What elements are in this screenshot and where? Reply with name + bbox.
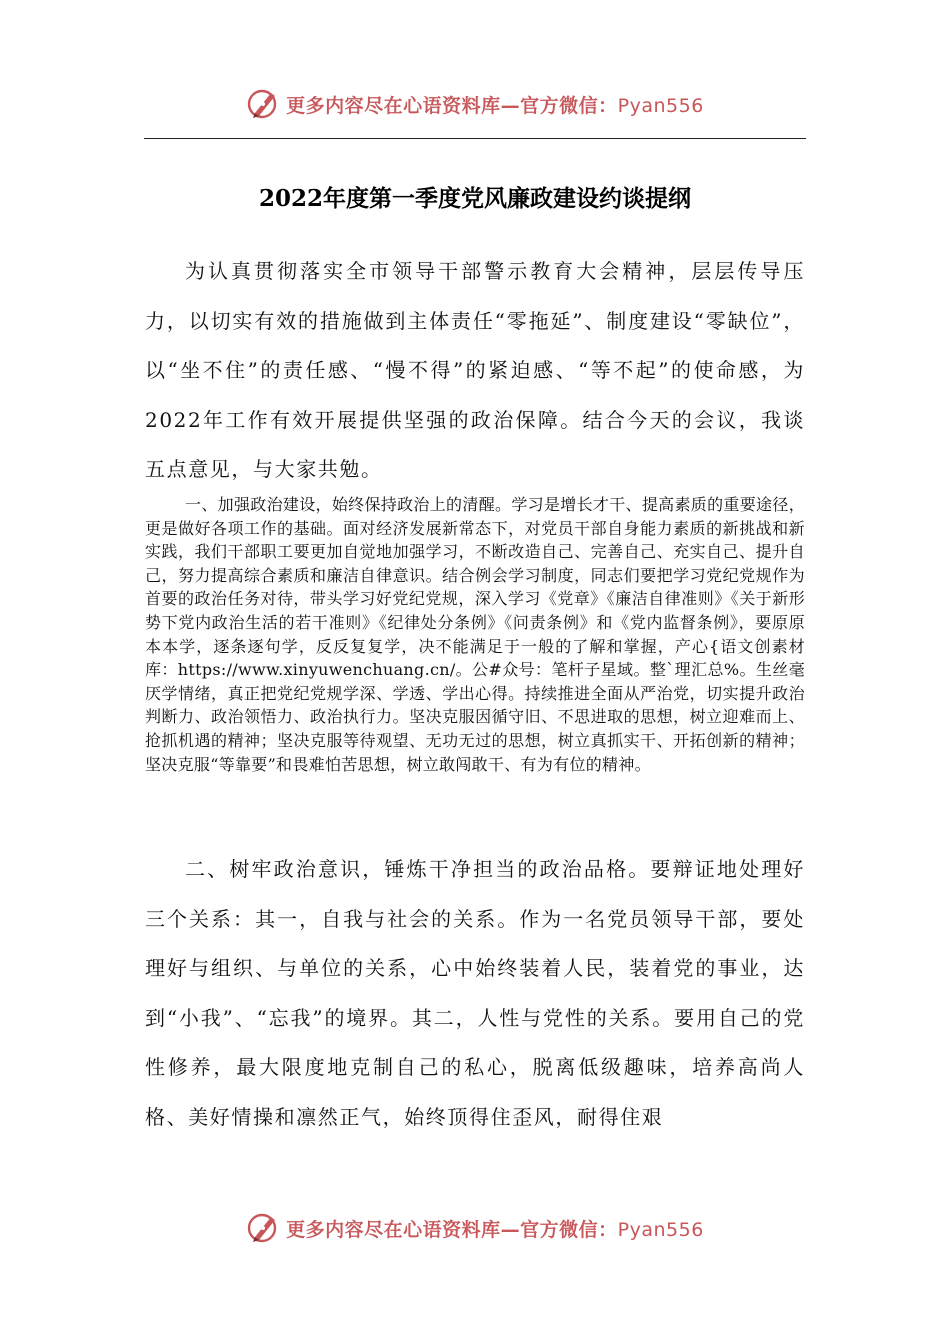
banner-text <box>286 1215 704 1242</box>
document-title: 2022年度第一季度党风廉政建设约谈提纲 <box>258 185 691 212</box>
banner-wechat-id: Pyan556 <box>617 94 704 117</box>
paragraph-intro: 为认真贯彻落实全市领导干部警示教育大会精神，层层传导压力，以切实有效的措施做到主体责任“零拖延”、制度建设“零缺位”，以“坐不住”的责任感、“慢不得”的紧迫感、“等不起”的使命感，为2022年工作有效开展提供坚强的政治保障。结合今天的会议，我谈五点意见，与大家共勉。 <box>145 259 805 481</box>
pen-logo-icon <box>246 1210 282 1246</box>
banner-text-cn: 更多内容尽在心语资料库—官方微信： <box>286 1218 618 1241</box>
banner-text-cn: 更多内容尽在心语资料库—官方微信： <box>286 94 618 117</box>
header-banner <box>0 84 950 124</box>
paragraph-section-one: 一、加强政治建设，始终保持政治上的清醒。学习是增长才干、提高素质的重要途径，更是做好各项工作的基础。面对经济发展新常态下，对党员干部自身能力素质的新挑战和新实践，我们干部职工要更加自觉地加强学习，不断改造自己、完善自己、充实自己、提升自己，努力提高综合素质和廉洁自律意识。结合例会学习制度，同志们要把学习党纪党规作为首要的政治任务对待，带头学习好党纪党规，深入学习《党章》《廉洁自律准则》《关于新形势下党内政治生活的若干准则》《纪律处分条例》《问责条例》和《党内监督条例》，要原原本本学，逐条逐句学，反反复复学，决不能满足于一般的了解和掌握，产心{语文创素材库：https://www.xinyuwenchuang.cn/。公#众号：笔杆子星域。整`理汇总%。生丝毫厌学情绪，真正把党纪党规学深、学透、学出心得。持续推进全面从严治党，切实提升政治判断力、政治领悟力、政治执行力。坚决克服因循守旧、不思进取的思想，树立迎难而上、抢抓机遇的精神；坚决克服等待观望、无功无过的思想，树立真抓实干、开拓创新的精神；坚决克服“等靠要”和畏难怕苦思想，树立敢闯敢干、有为有位的精神。 <box>145 495 805 774</box>
banner-wechat-id: Pyan556 <box>617 1218 704 1241</box>
footer-banner <box>0 1208 950 1248</box>
header-divider <box>144 138 806 139</box>
pen-logo-icon <box>246 86 282 122</box>
paragraph-section-two: 二、树牢政治意识，锤炼干净担当的政治品格。要辩证地处理好三个关系：其一，自我与社会的关系。作为一名党员领导干部，要处理好与组织、与单位的关系，心中始终装着人民，装着党的事业，达到“小我”、“忘我”的境界。其二，人性与党性的关系。要用自己的党性修养，最大限度地克制自己的私心，脱离低级趣味，培养高尚人格、美好情操和凛然正气，始终顶得住歪风，耐得住艰 <box>145 857 805 1129</box>
banner-text <box>286 91 704 118</box>
